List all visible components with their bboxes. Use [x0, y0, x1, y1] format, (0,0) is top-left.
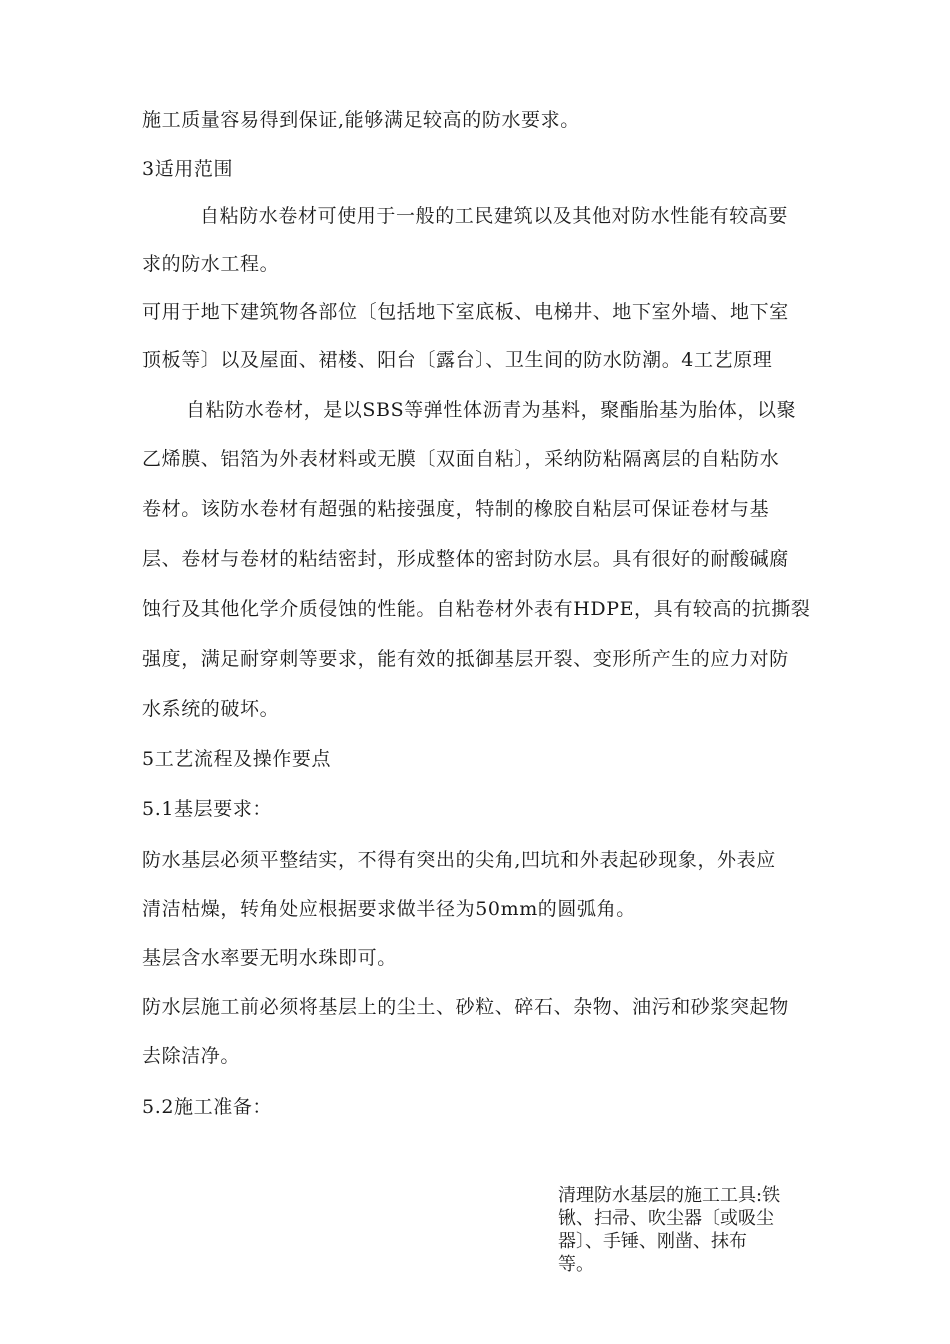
text-line-6: 顶板等〕以及屋面、裙楼、阳台〔露台〕、卫生间的防水防潮。4工艺原理 — [142, 349, 773, 371]
subsection-heading-5-2: 5.2施工准备： — [142, 1096, 273, 1118]
section-heading-3: 3适用范围 — [142, 158, 234, 180]
text-line-18: 基层含水率要无明水珠即可。 — [142, 947, 397, 969]
text-line-1: 施工质量容易得到保证,能够满足较高的防水要求。 — [142, 109, 580, 131]
text-line-12: 强度，满足耐穿刺等要求，能有效的抵御基层开裂、变形所产生的应力对防 — [142, 648, 789, 670]
text-line-4: 求的防水工程。 — [142, 253, 280, 275]
side-note-line-4: 等。 — [558, 1254, 594, 1275]
text-line-16: 防水基层必须平整结实，不得有突出的尖角,凹坑和外表起砂现象，外表应 — [142, 849, 776, 871]
text-line-19: 防水层施工前必须将基层上的尘土、砂粒、碎石、杂物、油污和砂浆突起物 — [142, 996, 789, 1018]
text-line-11: 蚀行及其他化学介质侵蚀的性能。自粘卷材外表有HDPE，具有较高的抗撕裂 — [142, 598, 811, 620]
text-line-5: 可用于地下建筑物各部位〔包括地下室底板、电梯井、地下室外墙、地下室 — [142, 301, 789, 323]
text-line-3: 自粘防水卷材可使用于一般的工民建筑以及其他对防水性能有较高要 — [200, 205, 789, 227]
text-line-17: 清洁枯燥，转角处应根据要求做半径为50mm的圆弧角。 — [142, 898, 636, 920]
side-note-box — [558, 1184, 818, 1276]
subsection-heading-5-1: 5.1基层要求： — [142, 798, 273, 820]
text-line-20: 去除洁净。 — [142, 1045, 241, 1067]
text-line-10: 层、卷材与卷材的粘结密封，形成整体的密封防水层。具有很好的耐酸碱腐 — [142, 548, 789, 570]
text-line-8: 乙烯膜、铝箔为外表材料或无膜〔双面自粘〕，采纳防粘隔离层的自粘防水 — [142, 448, 780, 470]
side-note-line-1: 清理防水基层的施工工具:铁 — [558, 1185, 781, 1206]
text-line-13: 水系统的破坏。 — [142, 698, 280, 720]
text-line-9: 卷材。该防水卷材有超强的粘接强度，特制的橡胶自粘层可保证卷材与基 — [142, 498, 770, 520]
text-line-7: 自粘防水卷材，是以SBS等弹性体沥青为基料，聚酯胎基为胎体，以聚 — [186, 399, 797, 421]
section-heading-5: 5工艺流程及操作要点 — [142, 748, 332, 770]
side-note-line-2: 锹、扫帚、吹尘器〔或吸尘 — [558, 1208, 774, 1229]
side-note-line-3: 器〕、手锤、刚凿、抹布 — [558, 1231, 747, 1252]
